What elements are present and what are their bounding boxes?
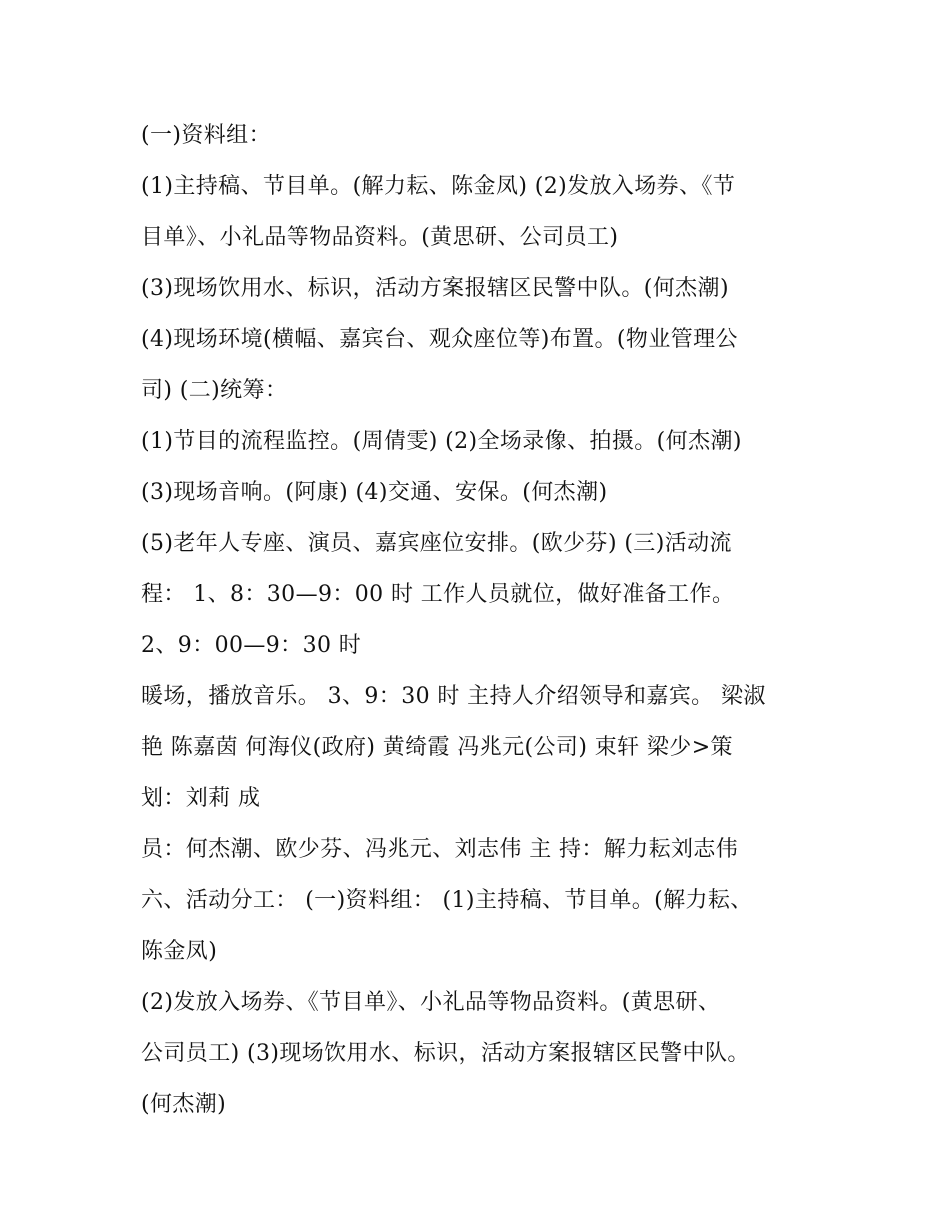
text-line: 艳 陈嘉茵 何海仪(政府) 黄绮霞 冯兆元(公司) 束轩 梁少>策: [141, 735, 733, 760]
text-line: (1)主持稿、节目单。(解力耘、陈金凤) (2)发放入场券、《节: [141, 174, 736, 199]
text-line: 公司员工) (3)现场饮用水、标识，活动方案报辖区民警中队。: [141, 1041, 750, 1066]
text-line: 陈金凤): [141, 939, 218, 964]
text-line: 暖场，播放音乐。 3、9：30 时 主持人介绍领导和嘉宾。 梁淑: [141, 684, 766, 709]
text-line: 六、活动分工： (一)资料组： (1)主持稿、节目单。(解力耘、: [141, 888, 753, 913]
text-line: 司) (二)统筹：: [141, 378, 288, 403]
text-line: (4)现场环境(横幅、嘉宾台、观众座位等)布置。(物业管理公: [141, 327, 738, 352]
text-line: 2、9：00—9：30 时: [141, 633, 362, 658]
text-line: 程： 1、8：30—9：00 时 工作人员就位，做好准备工作。: [141, 582, 735, 607]
text-line: (何杰潮): [141, 1092, 227, 1117]
document-page: [141, 110, 821, 1130]
text-line: (一)资料组：: [141, 123, 271, 148]
text-line: 划：刘莉 成: [141, 786, 261, 811]
text-line: (3)现场音响。(阿康) (4)交通、安保。(何杰潮): [141, 480, 608, 505]
text-line: (2)发放入场券、《节目单》、小礼品等物品资料。(黄思研、: [141, 990, 721, 1015]
text-line: (1)节目的流程监控。(周倩雯) (2)全场录像、拍摄。(何杰潮): [141, 429, 742, 454]
text-line: (3)现场饮用水、标识，活动方案报辖区民警中队。(何杰潮): [141, 276, 729, 301]
text-line: (5)老年人专座、演员、嘉宾座位安排。(欧少芬) (三)活动流: [141, 531, 732, 556]
text-line: 员：何杰潮、欧少芬、冯兆元、刘志伟 主 持：解力耘刘志伟: [141, 837, 739, 862]
text-line: 目单》、小礼品等物品资料。(黄思研、公司员工): [141, 225, 619, 250]
